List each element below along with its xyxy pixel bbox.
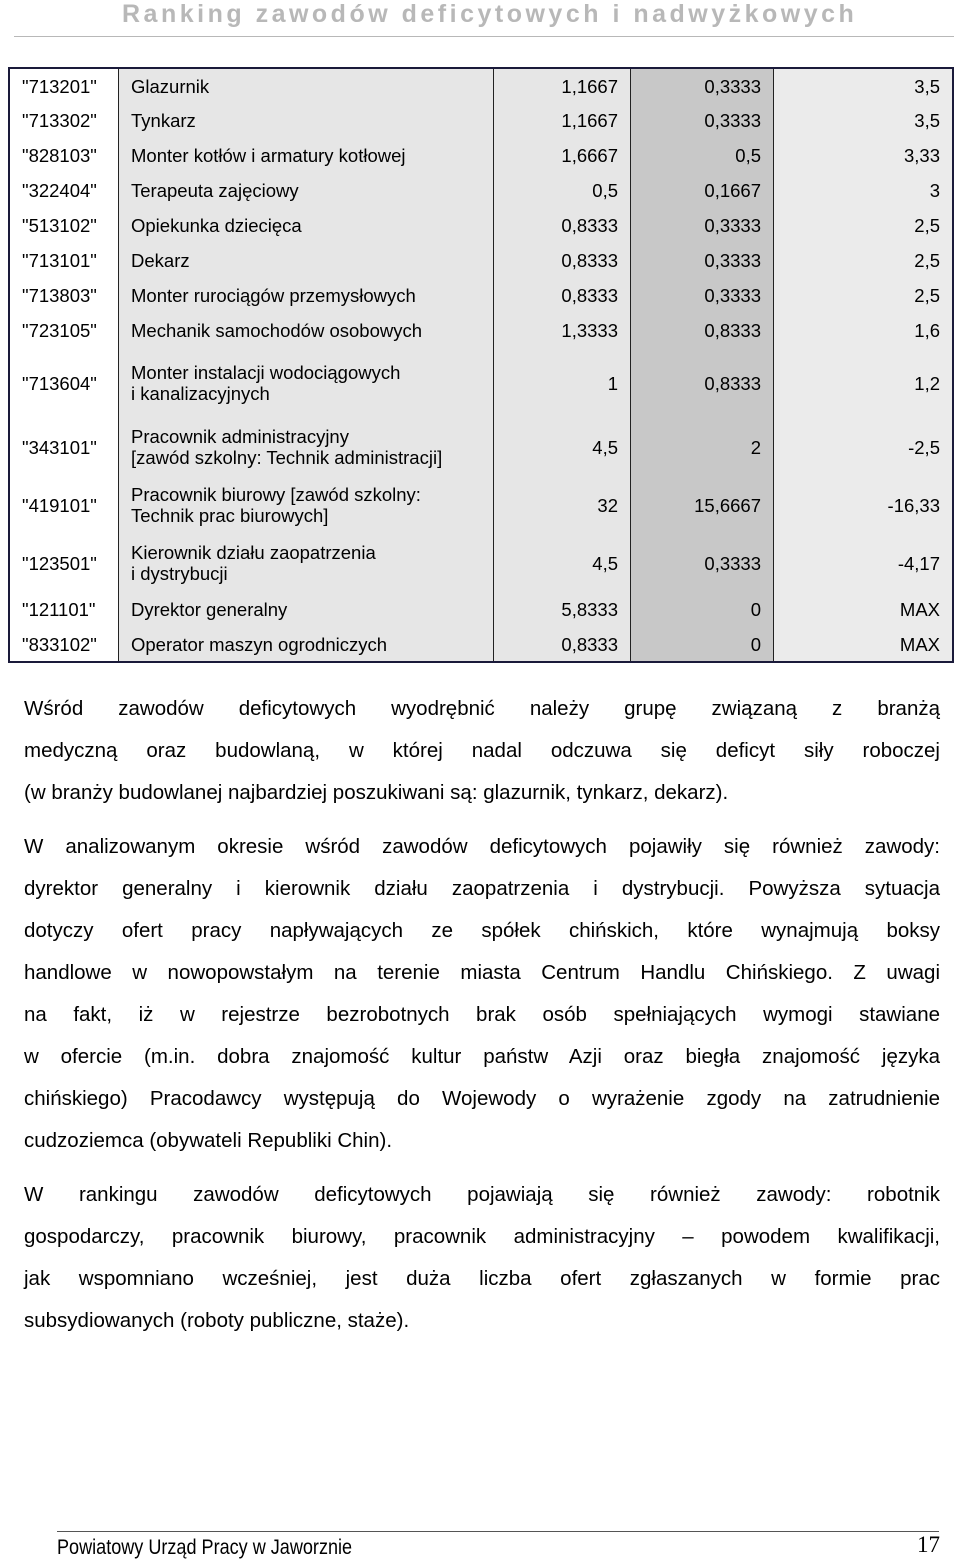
- table-row: [9, 627, 953, 662]
- value-col-3: 1,2: [774, 348, 954, 418]
- paragraph-line: dotyczy ofert pracy napływających ze spółek chińskich, które wynajmują boksy: [24, 919, 940, 942]
- value-col-1: 0,8333: [494, 278, 631, 313]
- paragraph-line: w ofercie (m.in. dobra znajomość kultur państw Azji oraz biegła znajomość języka: [24, 1045, 940, 1068]
- occupation-name: [119, 476, 494, 534]
- value-col-3: 2,5: [774, 208, 954, 243]
- occupation-code: "713604": [9, 348, 119, 418]
- value-col-1: 5,8333: [494, 592, 631, 627]
- occupation-name: [119, 534, 494, 592]
- occupation-name-line: Dekarz: [131, 250, 190, 271]
- occupation-name-line: Glazurnik: [131, 75, 210, 97]
- paragraph-line: handlowe w nowopowstałym na terenie miasta Centrum Handlu Chińskiego. Z uwagi: [24, 961, 940, 984]
- value-col-1: 1,3333: [494, 313, 631, 348]
- occupation-name-line: Pracownik administracyjny: [131, 426, 349, 447]
- occupation-code: "723105": [9, 313, 119, 348]
- paragraph-2: [24, 826, 940, 1162]
- occupation-name-line: Opiekunka dziecięca: [131, 215, 302, 236]
- value-col-3: 2,5: [774, 278, 954, 313]
- value-col-3: 3,5: [774, 68, 954, 103]
- paragraph-line: Wśród zawodów deficytowych wyodrębnić należy grupę związaną z branżą: [24, 697, 940, 720]
- occupation-code: "343101": [9, 418, 119, 476]
- paragraph-line: subsydiowanych (roboty publiczne, staże).: [24, 1309, 410, 1332]
- occupation-name-line: Mechanik samochodów osobowych: [131, 320, 423, 341]
- occupation-name-line: Monter rurociągów przemysłowych: [131, 285, 416, 306]
- value-col-1: 1,1667: [494, 68, 631, 103]
- occupation-name-line: Operator maszyn ogrodniczych: [131, 633, 388, 655]
- paragraph-line: W analizowanym okresie wśród zawodów deficytowych pojawiły się również zawody:: [24, 835, 940, 858]
- occupation-name-line: i kanalizacyjnych: [131, 383, 270, 404]
- value-col-2: 0,3333: [631, 278, 774, 313]
- value-col-3: 3,33: [774, 138, 954, 173]
- occupation-name: [119, 313, 494, 348]
- occupation-name-line: Monter instalacji wodociągowych: [131, 362, 401, 383]
- value-col-1: 1,6667: [494, 138, 631, 173]
- paragraph-line: dyrektor generalny i kierownik działu zaopatrzenia i dystrybucji. Powyższa sytuacja: [24, 877, 940, 900]
- value-col-1: 1: [494, 348, 631, 418]
- value-col-1: 0,8333: [494, 208, 631, 243]
- occupation-name: [119, 418, 494, 476]
- table-row: [9, 348, 953, 418]
- occupation-name: [119, 173, 494, 208]
- value-col-3: -4,17: [774, 534, 954, 592]
- occupation-name: [119, 208, 494, 243]
- table-row: [9, 278, 953, 313]
- paragraph-line: (w branży budowlanej najbardziej poszukiwani są: glazurnik, tynkarz, dekarz).: [24, 781, 729, 804]
- occupation-name: [119, 592, 494, 627]
- occupation-name-line: Kierownik działu zaopatrzenia: [131, 542, 376, 563]
- paragraph-line: gospodarczy, pracownik biurowy, pracownik administracyjny – powodem kwalifikacji,: [24, 1225, 940, 1248]
- occupation-name: [119, 138, 494, 173]
- footer-divider: [57, 1531, 939, 1532]
- occupation-code: "121101": [9, 592, 119, 627]
- table-row: [9, 138, 953, 173]
- value-col-1: 1,1667: [494, 103, 631, 138]
- occupation-name: [119, 103, 494, 138]
- occupation-name: [119, 278, 494, 313]
- value-col-2: 0,3333: [631, 534, 774, 592]
- table-row: [9, 208, 953, 243]
- table-row: [9, 313, 953, 348]
- occupation-name: [119, 627, 494, 662]
- occupation-name: [119, 243, 494, 278]
- occupation-name: [119, 68, 494, 103]
- value-col-2: 0,8333: [631, 348, 774, 418]
- value-col-3: MAX: [774, 592, 954, 627]
- value-col-3: -16,33: [774, 476, 954, 534]
- value-col-2: 15,6667: [631, 476, 774, 534]
- table-row: [9, 173, 953, 208]
- footer-office-name: Powiatowy Urząd Pracy w Jaworznie: [57, 1536, 353, 1559]
- occupation-name-line: Terapeuta zajęciowy: [131, 180, 299, 201]
- value-col-2: 0,1667: [631, 173, 774, 208]
- occupations-table: [8, 67, 954, 663]
- value-col-1: 0,8333: [494, 627, 631, 662]
- table-row: [9, 592, 953, 627]
- occupation-name-line: [zawód szkolny: Technik administracji]: [131, 447, 443, 468]
- table-row: [9, 103, 953, 138]
- occupation-code: "713803": [9, 278, 119, 313]
- paragraph-line: cudzoziemca (obywateli Republiki Chin).: [24, 1129, 393, 1152]
- occupation-code: "828103": [9, 138, 119, 173]
- occupation-code: "513102": [9, 208, 119, 243]
- value-col-1: 0,5: [494, 173, 631, 208]
- value-col-3: MAX: [774, 627, 954, 662]
- paragraph-line: na fakt, iż w rejestrze bezrobotnych brak osób spełniających wymogi stawiane: [24, 1003, 940, 1026]
- paragraph-line: medyczną oraz budowlaną, w której nadal odczuwa się deficyt siły roboczej: [24, 739, 940, 762]
- value-col-3: -2,5: [774, 418, 954, 476]
- occupation-name-line: i dystrybucji: [131, 563, 228, 584]
- occupation-code: "322404": [9, 173, 119, 208]
- value-col-3: 3: [774, 173, 954, 208]
- paragraph-1: [24, 688, 940, 814]
- value-col-1: 0,8333: [494, 243, 631, 278]
- paragraph-line: chińskiego) Pracodawcy występują do Wojewody o wyrażenie zgody na zatrudnienie: [24, 1087, 940, 1110]
- page-header: [0, 0, 960, 36]
- page-title: Ranking zawodów deficytowych i nadwyżkowych: [122, 0, 858, 28]
- page-number: 17: [917, 1532, 940, 1557]
- value-col-3: 2,5: [774, 243, 954, 278]
- table-row: [9, 418, 953, 476]
- value-col-1: 4,5: [494, 418, 631, 476]
- occupation-code: "123501": [9, 534, 119, 592]
- value-col-2: 0,3333: [631, 208, 774, 243]
- occupation-name-line: Dyrektor generalny: [131, 599, 288, 620]
- value-col-3: 1,6: [774, 313, 954, 348]
- occupation-code: "713302": [9, 103, 119, 138]
- table-row: [9, 534, 953, 592]
- value-col-2: 0: [631, 592, 774, 627]
- occupation-name-line: Technik prac biurowych]: [131, 505, 329, 526]
- value-col-1: 32: [494, 476, 631, 534]
- table-row: [9, 243, 953, 278]
- value-col-3: 3,5: [774, 103, 954, 138]
- occupation-code: "713201": [9, 68, 119, 103]
- occupation-name: [119, 348, 494, 418]
- occupation-code: "833102": [9, 627, 119, 662]
- table-row: [9, 68, 953, 103]
- paragraph-line: jak wspomniano wcześniej, jest duża liczba ofert zgłaszanych w formie prac: [24, 1267, 940, 1290]
- occupation-name-line: Pracownik biurowy [zawód szkolny:: [131, 484, 421, 505]
- table-body: [9, 68, 953, 662]
- value-col-2: 0,3333: [631, 243, 774, 278]
- value-col-2: 0: [631, 627, 774, 662]
- paragraph-line: W rankingu zawodów deficytowych pojawiają się również zawody: robotnik: [24, 1183, 940, 1206]
- table-row: [9, 476, 953, 534]
- value-col-2: 0,3333: [631, 68, 774, 103]
- value-col-2: 0,8333: [631, 313, 774, 348]
- value-col-2: 0,5: [631, 138, 774, 173]
- value-col-1: 4,5: [494, 534, 631, 592]
- occupation-name-line: Monter kotłów i armatury kotłowej: [131, 145, 406, 166]
- occupation-name-line: Tynkarz: [131, 110, 196, 131]
- occupation-code: "419101": [9, 476, 119, 534]
- value-col-2: 0,3333: [631, 103, 774, 138]
- value-col-2: 2: [631, 418, 774, 476]
- occupation-code: "713101": [9, 243, 119, 278]
- paragraph-3: [24, 1174, 940, 1342]
- header-divider: [14, 36, 954, 37]
